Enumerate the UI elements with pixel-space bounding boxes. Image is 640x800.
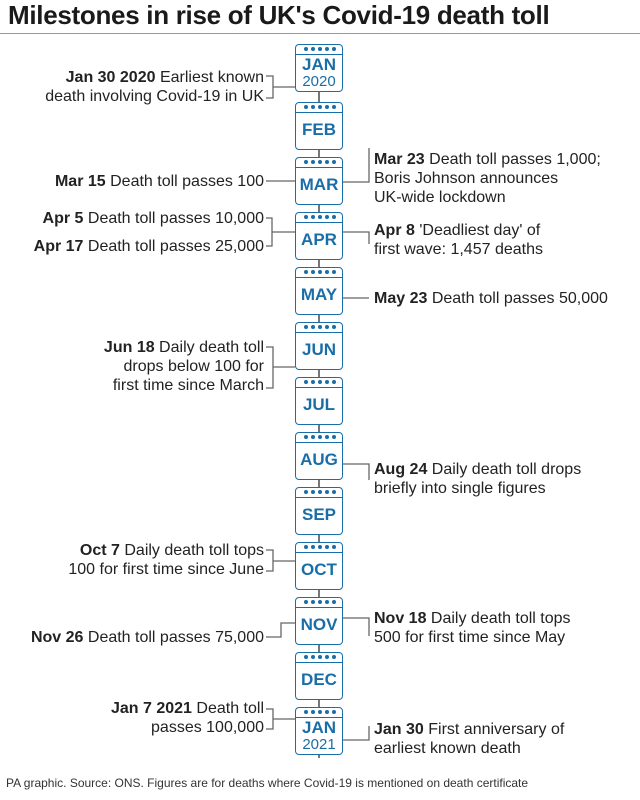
connector-aug24 [343, 464, 369, 480]
calendar-rings-icon [296, 47, 342, 53]
connector-jan30b [343, 726, 369, 740]
connector-jun18 [266, 347, 295, 388]
month-year: 2020 [302, 73, 336, 90]
month-label: APR [301, 230, 337, 249]
month-nov [295, 597, 343, 645]
calendar-rings-icon [296, 325, 342, 331]
month-mar [295, 157, 343, 205]
event-apr5: Apr 5 Death toll passes 10,000 [42, 210, 264, 227]
event-jan7-2021: Jan 7 2021 Death toll passes 100,000 [111, 700, 264, 736]
connector-oct7 [266, 550, 295, 571]
month-jul [295, 377, 343, 425]
month-label: JUN [301, 340, 336, 359]
calendar-rings-icon [296, 380, 342, 386]
event-jun18: Jun 18 Daily death toll drops below 100 for first time since March [103, 339, 264, 394]
event-jan30-2020: Jan 30 2020 Earliest known death involving Covid-19 in UK [45, 69, 264, 105]
month-label: DEC [301, 670, 337, 689]
event-mar15: Mar 15 Death toll passes 100 [54, 173, 264, 190]
calendar-rings-icon [296, 105, 342, 111]
month-label: AUG [300, 450, 338, 469]
connector-nov26 [266, 623, 295, 637]
connector-apr [266, 218, 295, 246]
page-title: Milestones in rise of UK's Covid-19 death toll [8, 0, 550, 30]
month-jan-2020 [295, 44, 343, 92]
calendar-rings-icon [296, 215, 342, 221]
calendar-rings-icon [296, 655, 342, 661]
month-label: NOV [300, 615, 338, 634]
month-label: OCT [301, 560, 337, 579]
calendar-rings-icon [296, 270, 342, 276]
month-dec [295, 652, 343, 700]
event-jan30-2021: Jan 30 First anniversary of earliest known death [374, 721, 565, 757]
calendar-rings-icon [296, 600, 342, 606]
event-aug24: Aug 24 Daily death toll drops briefly into single figures [374, 461, 582, 497]
source-footnote: PA graphic. Source: ONS. Figures are for deaths where Covid-19 is mentioned on death certificate [6, 776, 529, 790]
month-jun [295, 322, 343, 370]
calendar-rings-icon [296, 435, 342, 441]
month-label: MAY [300, 285, 338, 304]
month-sep [295, 487, 343, 535]
event-mar23: Mar 23 Death toll passes 1,000; Boris Johnson announces UK-wide lockdown [374, 151, 601, 206]
event-may23: May 23 Death toll passes 50,000 [374, 290, 608, 307]
month-feb [295, 102, 343, 150]
month-label: SEP [301, 505, 337, 524]
calendar-rings-icon [296, 710, 342, 716]
calendar-rings-icon [296, 160, 342, 166]
event-oct7: Oct 7 Daily death toll tops 100 for first time since June [68, 542, 264, 578]
month-year: 2021 [302, 736, 336, 753]
month-label: JUL [302, 395, 336, 414]
month-label: JAN [301, 55, 336, 74]
event-apr17: Apr 17 Death toll passes 25,000 [33, 238, 264, 255]
connector-apr8 [343, 232, 369, 244]
connector-nov18 [343, 618, 369, 636]
calendar-rings-icon [296, 545, 342, 551]
month-jan-2021 [295, 707, 343, 755]
month-label: MAR [299, 175, 339, 194]
month-may [295, 267, 343, 315]
connector-jan30 [266, 76, 295, 98]
month-apr [295, 212, 343, 260]
connector-jan7 [266, 709, 295, 729]
month-label: JAN [301, 718, 336, 737]
calendar-rings-icon [296, 490, 342, 496]
event-nov18: Nov 18 Daily death toll tops 500 for first time since May [374, 610, 571, 646]
event-nov26: Nov 26 Death toll passes 75,000 [30, 629, 264, 646]
event-apr8: Apr 8 'Deadliest day' of first wave: 1,457 deaths [374, 222, 543, 258]
connector-mar23 [343, 148, 369, 182]
month-aug [295, 432, 343, 480]
month-label: FEB [302, 120, 336, 139]
month-oct [295, 542, 343, 590]
